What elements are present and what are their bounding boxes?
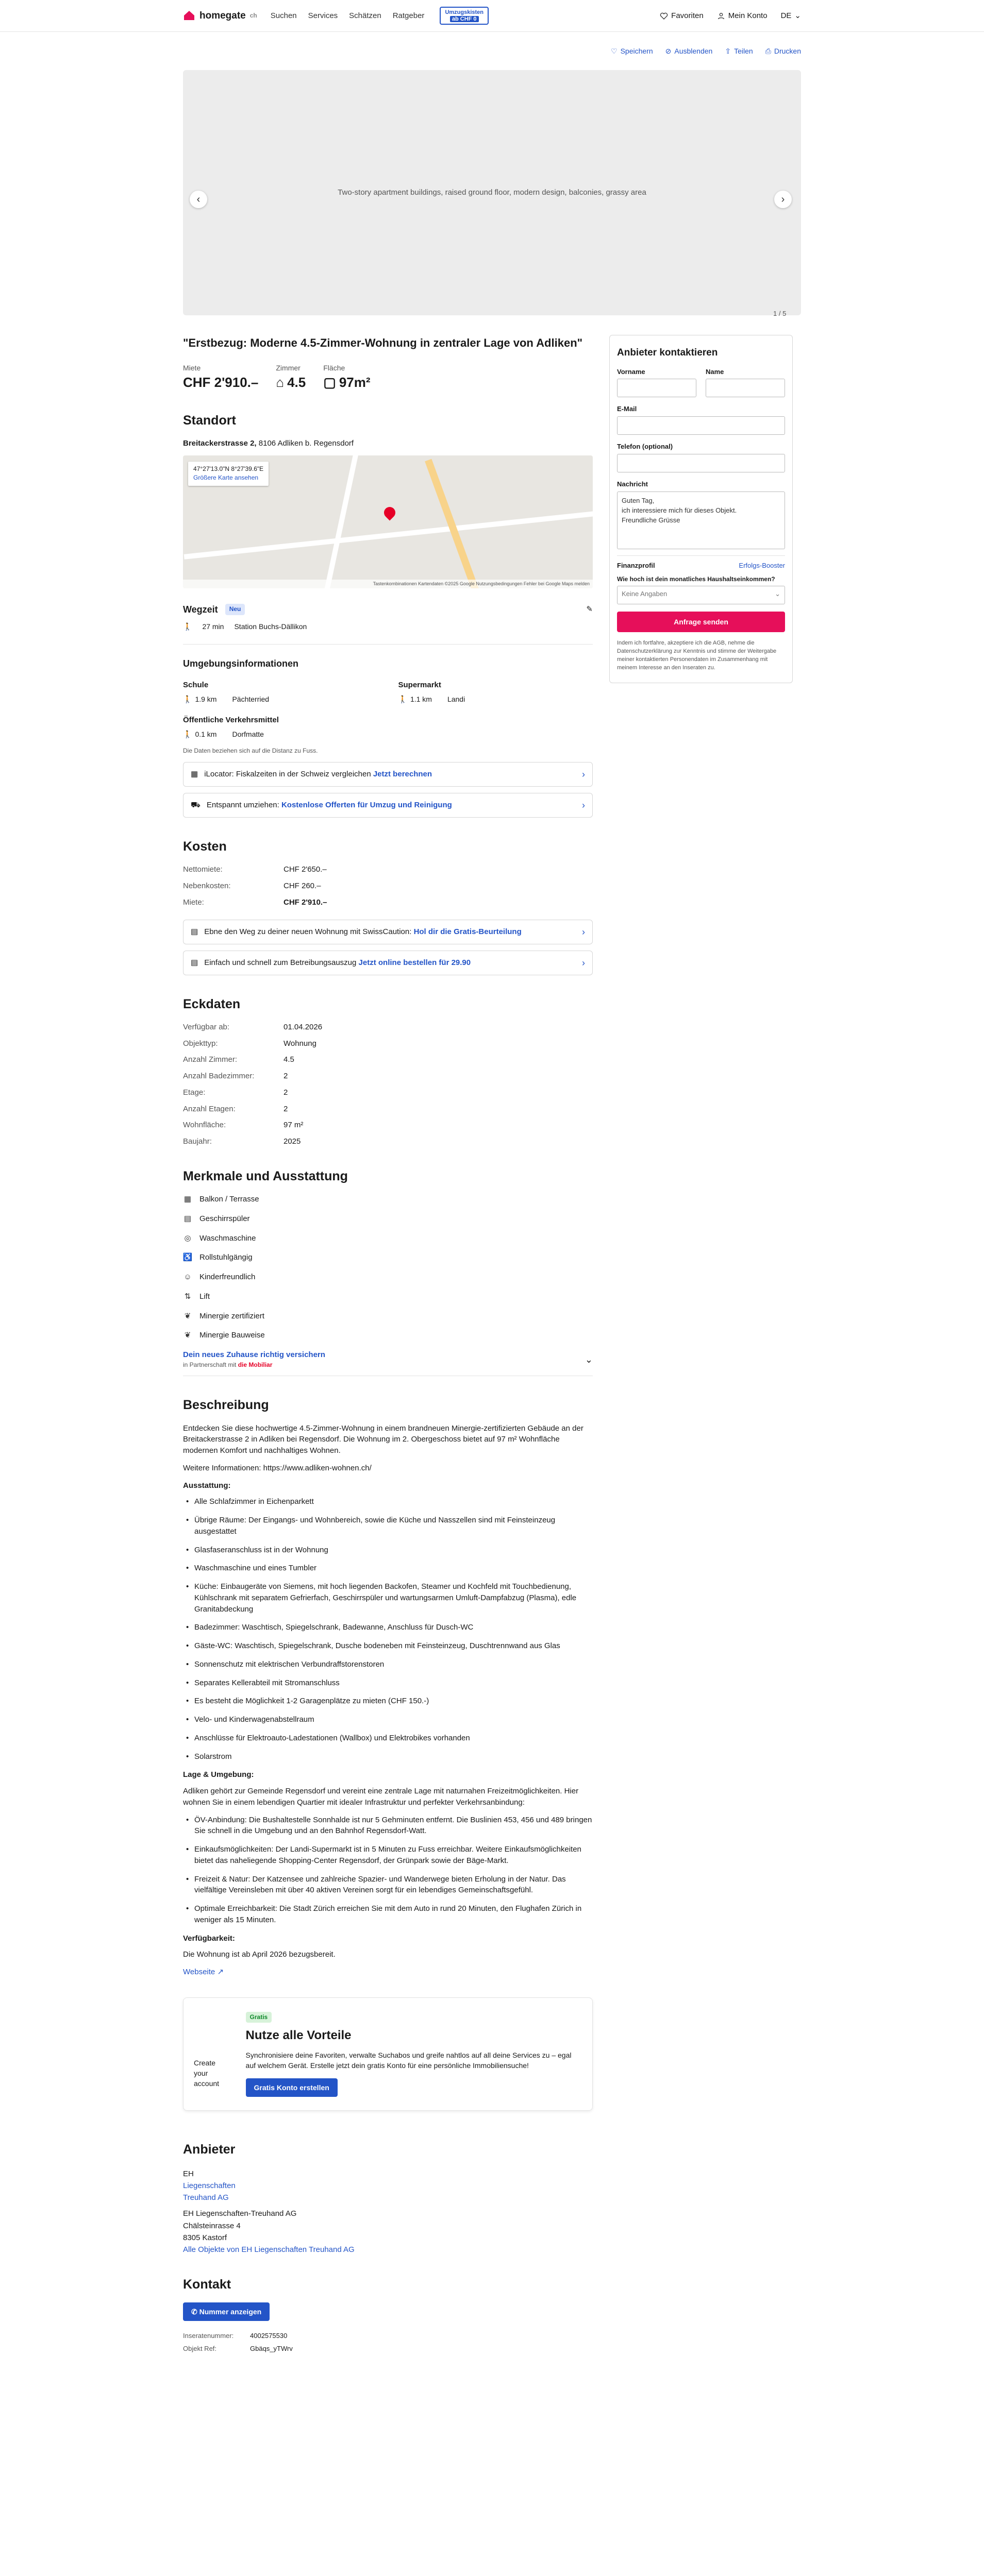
commute-row (183, 621, 593, 632)
first-name-label: Vorname (617, 367, 645, 376)
legal-text: Indem ich fortfahre, akzeptiere ich die AGB, nehme die Datenschutzerklärung zur Kenntnis und stimme der Weitergabe meiner kontaktierten Personendaten im Zusammenhang mit meinem Interesse an den Inseraten zu. (617, 640, 777, 671)
feature-label: Geschirrspüler (199, 1214, 250, 1223)
detail-key: Objekttyp: (183, 1039, 218, 1048)
website-label: Webseite (183, 1968, 215, 1977)
cost-key: Nettomiete: (183, 865, 223, 874)
print-button[interactable] (765, 46, 801, 56)
moving-text: Entspannt umziehen: (206, 801, 281, 810)
chevron-left-icon: ‹ (196, 193, 201, 205)
transit-distance: 0.1 km (195, 730, 217, 739)
feature-item (183, 1330, 593, 1341)
gallery-next-button[interactable] (774, 191, 792, 208)
feature-item (183, 1194, 593, 1205)
document-icon: ▤ (191, 927, 198, 936)
transit-label: Öffentliche Verkehrsmittel (183, 716, 279, 725)
show-number-button[interactable] (183, 2302, 270, 2321)
provider-street: Chälsteinrasse 4 (183, 2221, 241, 2230)
promo-top: Umzugskisten (445, 9, 484, 15)
commute-station: Station Buchs-Dällikon (234, 622, 307, 631)
description-heading: Beschreibung (183, 1398, 269, 1413)
feature-label: Lift (199, 1292, 210, 1301)
area-item: • Optimale Erreichbarkeit: Die Stadt Zürich erreichen Sie mit dem Auto in rund 20 Minuten, den Flughafen Zürich in weniger als 15 Minuten. (183, 1903, 593, 1926)
cost-key: Nebenkosten: (183, 882, 231, 891)
language-label: DE (780, 11, 792, 20)
chevron-down-icon: ⌄ (775, 590, 780, 598)
costs-table (183, 864, 593, 908)
hide-button[interactable] (665, 46, 713, 56)
booster-link[interactable]: Erfolgs-Booster (739, 561, 785, 569)
walk-icon: 🚶 (398, 695, 407, 704)
area-heading: Lage & Umgebung: (183, 1770, 254, 1780)
obj-ref-value: Gbäqs_yTWrv (250, 2344, 293, 2352)
income-select[interactable] (617, 586, 785, 604)
phone-icon: ✆ (191, 2307, 197, 2316)
insurance-cta[interactable] (183, 1349, 593, 1376)
provider-logo-line: Liegenschaften (183, 2181, 236, 2190)
child-icon: ☺ (184, 1273, 192, 1282)
image-gallery[interactable] (183, 70, 801, 315)
show-number-label: Nummer anzeigen (199, 2307, 262, 2316)
detail-key: Anzahl Badezimmer: (183, 1072, 255, 1081)
promo-text: Synchronisiere deine Favoriten, verwalte Suchabos und greife nahtlos auf all deine Services zu – egal auf welchem Gerät. Erstelle jetzt dein gratis Konto für eine persönliche Immobiliensuche! (245, 2051, 572, 2070)
contact-form (609, 335, 793, 683)
washing-machine-icon: ◎ (184, 1233, 191, 1243)
account-link[interactable] (717, 10, 768, 22)
email-field[interactable] (617, 416, 785, 435)
detail-key: Anzahl Etagen: (183, 1104, 236, 1113)
chevron-down-icon: ⌄ (794, 11, 801, 20)
promo-badge[interactable] (440, 7, 489, 25)
account-label: Mein Konto (728, 11, 768, 20)
chevron-right-icon: › (781, 193, 785, 205)
email-label: E-Mail (617, 405, 637, 413)
divider (183, 644, 593, 645)
detail-value: Wohnung (283, 1039, 316, 1048)
location-heading: Standort (183, 413, 236, 428)
chevron-right-icon: › (582, 769, 585, 779)
provider-section (183, 2140, 593, 2256)
detail-key: Etage: (183, 1088, 206, 1097)
heart-icon (660, 12, 668, 20)
description-section (183, 1396, 593, 1978)
equipment-item: • Glasfaseranschluss ist in der Wohnung (183, 1545, 593, 1556)
map-coords: 47°27'13.0"N 8°27'39.6"E (193, 465, 264, 472)
feature-item (183, 1291, 593, 1302)
eye-off-icon: ⊘ (665, 46, 672, 55)
main-nav (271, 7, 489, 25)
phone-field[interactable] (617, 454, 785, 472)
rooms-label: Zimmer (276, 363, 301, 372)
obj-ref-label: Objekt Ref: (183, 2344, 217, 2352)
rooms-value: 4.5 (287, 375, 306, 391)
surroundings-grid (183, 680, 593, 739)
message-field[interactable]: Guten Tag, ich interessiere mich für dieses Objekt. Freundliche Grüsse (617, 492, 785, 549)
betreibung-cta[interactable] (183, 951, 593, 975)
ref-value: 4002575530 (250, 2331, 288, 2340)
provider-logo-line: EH (183, 2169, 194, 2178)
betreibung-text: Einfach und schnell zum Betreibungsauszug (204, 958, 359, 967)
account-promo (183, 1997, 593, 2111)
map[interactable] (183, 455, 593, 588)
finance-label: Finanzprofil (617, 561, 655, 569)
cost-value: CHF 260.– (283, 882, 321, 891)
dishwasher-icon: ▤ (184, 1214, 192, 1223)
detail-value: 2 (283, 1088, 288, 1097)
feature-item (183, 1311, 593, 1322)
equipment-item: • Alle Schlafzimmer in Eichenparkett (183, 1496, 593, 1507)
swisscaution-text: Ebne den Weg zu deiner neuen Wohnung mit SwissCaution: (204, 927, 414, 936)
first-name-field[interactable] (617, 379, 696, 397)
main-column (183, 335, 593, 2374)
description-more-info: Weitere Informationen: https://www.adliken-wohnen.ch/ (183, 1463, 372, 1472)
location-section (183, 411, 593, 818)
language-select[interactable] (781, 10, 801, 22)
finance-row (617, 555, 785, 571)
area-intro: Adliken gehört zur Gemeinde Regensdorf und vereint eine zentrale Lage mit naturnahen Freizeitmöglichkeiten. Hier wohnen Sie in einem lebendigen Quartier mit idealer Infrastruktur und perfekter Verkehrsanbindung: (183, 1787, 579, 1807)
share-icon: ⇪ (725, 46, 731, 55)
walk-icon: 🚶 (183, 695, 192, 704)
truck-icon: ⛟ (191, 801, 201, 810)
costs-heading: Kosten (183, 839, 227, 854)
contact-sidebar (609, 335, 793, 683)
availability-text: Die Wohnung ist ab April 2026 bezugsbereit. (183, 1950, 336, 1959)
new-badge: Neu (225, 604, 245, 615)
favorites-link[interactable] (660, 10, 704, 22)
last-name-label: Name (706, 367, 724, 376)
ilocator-cta[interactable] (183, 762, 593, 787)
features-heading: Merkmale und Ausstattung (183, 1168, 348, 1183)
equipment-item: • Sonnenschutz mit elektrischen Verbundraffstorenstoren (183, 1659, 593, 1670)
equipment-heading: Ausstattung: (183, 1481, 231, 1490)
print-label: Drucken (774, 46, 801, 55)
bed-icon: ⌂ (276, 375, 285, 391)
detail-value: 2025 (283, 1137, 301, 1146)
free-badge: Gratis (246, 2012, 272, 2023)
elevator-icon: ⇅ (184, 1292, 191, 1301)
features-section (183, 1167, 593, 1376)
feature-label: Balkon / Terrasse (199, 1195, 259, 1204)
area-item: • Freizeit & Natur: Der Katzensee und zahlreiche Spazier- und Wanderwege bieten Erholung in der Natur. Das vielfältige Vereinsleben mit über 40 aktiven Vereinen sorgt für ein lebendiges Gemeinschaftsgefühl. (183, 1874, 593, 1896)
reference-table (183, 2331, 593, 2354)
feature-item (183, 1252, 593, 1263)
feature-item (183, 1233, 593, 1244)
detail-key: Wohnfläche: (183, 1121, 226, 1130)
commute-time: 27 min (202, 622, 224, 631)
equipment-item: • Solarstrom (183, 1751, 593, 1762)
website-link[interactable] (183, 1968, 224, 1976)
insurance-title: Dein neues Zuhause richtig versichern (183, 1350, 325, 1360)
save-button[interactable] (611, 46, 653, 56)
equipment-item: • Badezimmer: Waschtisch, Spiegelschrank, Badewanne, Anschluss für Dusch-WC (183, 1622, 593, 1633)
rent-label: Miete (183, 363, 201, 372)
listing-title: "Erstbezug: Moderne 4.5-Zimmer-Wohnung in zentraler Lage von Adliken" (183, 336, 583, 349)
market-name: Landi (447, 695, 465, 704)
provider-logo-line: Treuhand AG (183, 2193, 229, 2202)
provider-city: 8305 Kastorf (183, 2233, 227, 2242)
feature-label: Waschmaschine (199, 1233, 256, 1243)
address-city: 8106 Adliken b. Regensdorf (258, 439, 354, 448)
swisscaution-link: Hol dir die Gratis-Beurteilung (413, 927, 522, 936)
surroundings-heading: Umgebungsinformationen (183, 658, 298, 669)
equipment-item: • Anschlüsse für Elektroauto-Ladestationen (Wallbox) und Elektrobikes vorhanden (183, 1733, 593, 1744)
feature-label: Minergie Bauweise (199, 1331, 265, 1340)
ref-label: Inseratenummer: (183, 2331, 234, 2340)
moving-cta[interactable] (183, 793, 593, 818)
last-name-field[interactable] (706, 379, 785, 397)
map-road (321, 455, 360, 588)
detail-value: 97 m² (283, 1121, 304, 1130)
nav-suchen[interactable]: Suchen (270, 11, 297, 20)
message-label: Nachricht (617, 480, 648, 488)
header-actions (660, 10, 801, 22)
feature-label: Minergie zertifiziert (199, 1311, 264, 1320)
nav-schaetzen[interactable]: Schätzen (349, 11, 381, 20)
contact-heading: Kontakt (183, 2277, 231, 2292)
chevron-right-icon: › (582, 957, 585, 968)
gallery-image-caption: Two-story apartment buildings, raised ground floor, modern design, balconies, grassy area (338, 188, 646, 197)
logo-text: homegate (199, 10, 246, 21)
equipment-item: • Velo- und Kinderwagenabstellraum (183, 1714, 593, 1725)
save-label: Speichern (620, 46, 653, 55)
details-section (183, 995, 593, 1147)
area-icon: ▢ (323, 375, 336, 391)
commute-heading: Wegzeit (183, 604, 218, 615)
walk-icon: 🚶 (183, 622, 192, 631)
send-request-button[interactable]: Anfrage senden (617, 612, 785, 632)
print-icon: ⎙ (765, 46, 771, 55)
leaf-icon: ❦ (184, 1331, 191, 1340)
features-list (183, 1194, 593, 1341)
equipment-item: • Separates Kellerabteil mit Stromanschluss (183, 1677, 593, 1689)
details-table (183, 1022, 593, 1147)
detail-value: 2 (283, 1104, 288, 1113)
area-item: • Einkaufsmöglichkeiten: Der Landi-Supermarkt ist in 5 Minuten zu Fuss erreichbar. Weitere Einkaufsmöglichkeiten bietet das naheliegende Shopping-Center Regensdorf, der Grünpark sowie der Bäge-Markt. (183, 1844, 593, 1867)
market-label: Supermarkt (398, 681, 441, 690)
ilocator-link: Jetzt berechnen (373, 770, 432, 779)
school-name: Pächterried (232, 695, 270, 704)
promo-left-text: Create your account (194, 2058, 220, 2088)
market-distance: 1.1 km (410, 695, 432, 704)
area-value: 97m² (339, 375, 371, 391)
equipment-item: • Übrige Räume: Der Eingangs- und Wohnbereich, sowie die Küche und Nasszellen sind mit Feinsteinzeug ausgestattet (183, 1515, 593, 1537)
detail-value: 01.04.2026 (283, 1022, 323, 1031)
share-label: Teilen (734, 46, 753, 55)
phone-label: Telefon (optional) (617, 443, 673, 451)
gallery-prev-button[interactable] (190, 191, 207, 208)
external-link-icon: ↗ (217, 1968, 224, 1977)
hide-label: Ausblenden (674, 46, 713, 55)
listing-toolbar (0, 32, 984, 70)
rent-value: CHF 2'910.– (183, 375, 259, 391)
insurance-sub: in Partnerschaft mit (183, 1361, 237, 1368)
chevron-down-icon: ⌄ (585, 1354, 593, 1365)
feature-item (183, 1272, 593, 1283)
map-attribution: Tastenkombinationen Kartendaten ©2025 Google Nutzungsbedingungen Fehler bei Google Maps melden (183, 580, 593, 588)
homegate-logo[interactable] (183, 9, 257, 23)
calculator-icon: ▦ (191, 770, 198, 779)
equipment-item: • Gäste-WC: Waschtisch, Spiegelschrank, Dusche bodeneben mit Feinsteinzeug, Duschtrennwand aus Glas (183, 1640, 593, 1652)
map-info-card (188, 462, 269, 486)
create-account-button[interactable]: Gratis Konto erstellen (246, 2078, 338, 2097)
feature-label: Rollstuhlgängig (199, 1253, 253, 1262)
heart-icon: ♡ (611, 46, 618, 55)
promo-title: Nutze alle Vorteile (245, 2028, 352, 2043)
top-header (0, 0, 984, 32)
detail-value: 2 (283, 1072, 288, 1081)
document-icon: ▤ (191, 958, 198, 967)
cost-key: Miete: (183, 897, 204, 907)
detail-value: 4.5 (283, 1055, 294, 1064)
provider-name: EH Liegenschaften-Treuhand AG (183, 2209, 297, 2218)
betreibung-link: Jetzt online bestellen für 29.90 (358, 958, 471, 967)
leaf-icon: ❦ (184, 1311, 191, 1320)
chevron-right-icon: › (582, 800, 585, 810)
logo-suffix: ch (249, 11, 257, 19)
detail-key: Baujahr: (183, 1137, 212, 1146)
logo-icon (183, 9, 195, 22)
contact-form-title: Anbieter kontaktieren (617, 347, 718, 358)
provider-heading: Anbieter (183, 2142, 236, 2157)
income-select-value: Keine Angaben (622, 590, 668, 598)
address (183, 438, 593, 449)
equipment-item: • Küche: Einbaugeräte von Siemens, mit hoch liegenden Backofen, Steamer und Kochfeld mit Touchbedienung, Kühlschrank mit separatem Gefrierfach, Geschirrspüler und wartungsarmen Umluft-Dampfabzug (Plasma), edle Granitabdeckung (183, 1581, 593, 1615)
swisscaution-cta[interactable] (183, 920, 593, 944)
detail-key: Anzahl Zimmer: (183, 1055, 238, 1064)
school-label: Schule (183, 681, 209, 690)
nav-ratgeber[interactable]: Ratgeber (392, 11, 425, 20)
detail-key: Verfügbar ab: (183, 1022, 230, 1031)
cost-value: CHF 2'910.– (283, 897, 327, 907)
nav-services[interactable]: Services (308, 11, 338, 20)
gallery-counter: 1 / 5 (773, 310, 787, 317)
transit-name: Dorfmatte (232, 730, 264, 739)
school-distance: 1.9 km (195, 695, 217, 704)
moving-link: Kostenlose Offerten für Umzug und Reinigung (281, 801, 452, 810)
area-label: Fläche (323, 363, 345, 372)
equipment-item: • Waschmaschine und eines Tumbler (183, 1563, 593, 1574)
costs-section (183, 837, 593, 975)
user-icon (717, 12, 725, 20)
promo-bottom: ab CHF 0 (450, 16, 479, 22)
details-heading: Eckdaten (183, 996, 241, 1011)
feature-item (183, 1213, 593, 1225)
larger-map-link[interactable]: Größere Karte ansehen (193, 474, 259, 482)
equipment-item: • Es besteht die Möglichkeit 1-2 Garagenplätze zu mieten (CHF 150.-) (183, 1696, 593, 1707)
area-item: • ÖV-Anbindung: Die Bushaltestelle Sonnhalde ist nur 5 Gehminuten entfernt. Die Buslinien 453, 456 und 489 bringen Sie schnell in die Umgebung und an den Bahnhof Regensdorf-Watt. (183, 1815, 593, 1837)
balcony-icon: ▦ (184, 1195, 192, 1204)
income-question: Wie hoch ist dein monatliches Haushaltseinkommen? (617, 575, 775, 583)
address-street: Breitackerstrasse 2, (183, 439, 257, 448)
wheelchair-icon: ♿ (182, 1253, 193, 1262)
edit-icon[interactable]: ✎ (586, 605, 593, 614)
description-intro: Entdecken Sie diese hochwertige 4.5-Zimmer-Wohnung in einem brandneuen Minergie-zertifizierten Gebäude an der Breitackerstrasse 2 in Adliken bei Regensdorf. Die Wohnung im 2. Obergeschoss bietet auf 97 m² Wohnfläche modernen Komfort und nachhaltiges Wohnen. (183, 1423, 583, 1455)
provider-all-listings-link[interactable]: Alle Objekte von EH Liegenschaften Treuhand AG (183, 2245, 355, 2255)
favorites-label: Favoriten (671, 11, 704, 20)
share-button[interactable] (725, 46, 753, 56)
equipment-list (183, 1496, 593, 1762)
feature-label: Kinderfreundlich (199, 1273, 256, 1282)
surroundings-note: Die Daten beziehen sich auf die Distanz zu Fuss. (183, 747, 318, 755)
walk-icon: 🚶 (183, 730, 192, 739)
mobiliar-logo: die Mobiliar (238, 1361, 273, 1368)
chevron-right-icon: › (582, 926, 585, 937)
ilocator-text: iLocator: Fiskalzeiten in der Schweiz vergleichen (204, 770, 373, 779)
commute (183, 603, 593, 616)
cost-value: CHF 2'650.– (283, 865, 327, 874)
key-figures (183, 363, 593, 393)
contact-section (183, 2275, 593, 2353)
map-pin-icon (381, 504, 397, 520)
availability-heading: Verfügbarkeit: (183, 1934, 235, 1943)
area-list (183, 1815, 593, 1926)
